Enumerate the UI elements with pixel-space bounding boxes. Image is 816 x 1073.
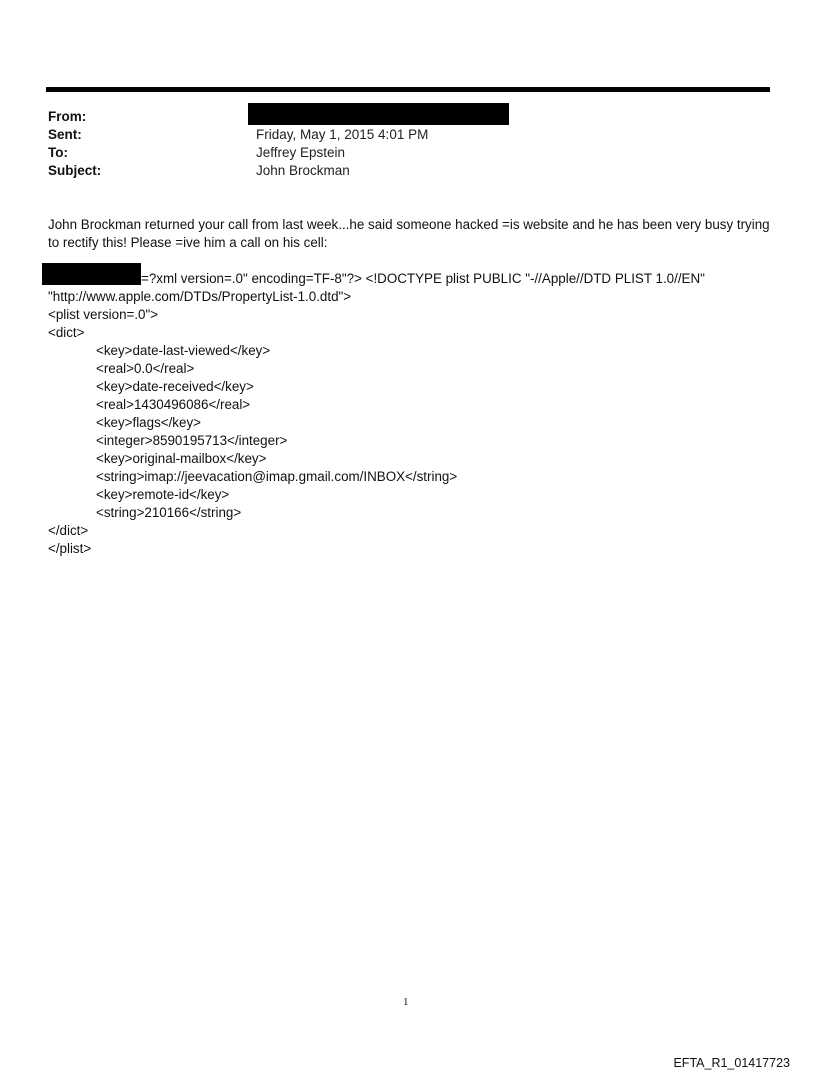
xml-plist-open: <plist version=.0"> <box>48 307 159 322</box>
sent-label: Sent: <box>48 127 82 142</box>
subject-value: John Brockman <box>256 163 350 178</box>
document-id: EFTA_R1_01417723 <box>673 1056 790 1070</box>
xml-plist-close: </plist> <box>48 541 92 556</box>
xml-item: <string>210166</string> <box>96 505 242 520</box>
xml-item: <integer>8590195713</integer> <box>96 433 288 448</box>
xml-doctype-url-line: "http://www.apple.com/DTDs/PropertyList-1.0.dtd"> <box>48 289 352 304</box>
xml-item: <key>date-last-viewed</key> <box>96 343 271 358</box>
xml-item: <key>flags</key> <box>96 415 201 430</box>
to-label: To: <box>48 145 68 160</box>
xml-item: <key>date-received</key> <box>96 379 254 394</box>
xml-item: <real>1430496086</real> <box>96 397 251 412</box>
xml-item: <key>original-mailbox</key> <box>96 451 267 466</box>
from-label: From: <box>48 109 87 124</box>
xml-item: <string>imap://jeevacation@imap.gmail.com/INBOX</string> <box>96 469 458 484</box>
top-rule <box>46 87 770 92</box>
page-number: 1 <box>403 996 409 1008</box>
to-value: Jeffrey Epstein <box>256 145 346 160</box>
from-redaction <box>248 103 509 125</box>
xml-item: <key>remote-id</key> <box>96 487 230 502</box>
phone-redaction <box>42 263 141 285</box>
xml-dict-open: <dict> <box>48 325 85 340</box>
xml-declaration-line: =?xml version=.0" encoding=TF-8"?> <!DOCTYPE plist PUBLIC "-//Apple//DTD PLIST 1.0//EN" <box>141 271 705 286</box>
subject-label: Subject: <box>48 163 102 178</box>
sent-value: Friday, May 1, 2015 4:01 PM <box>256 127 429 142</box>
body-paragraph-line-1: John Brockman returned your call from last week...he said someone hacked =is website and he has been very busy trying <box>48 217 770 232</box>
body-paragraph-line-2: to rectify this! Please =ive him a call on his cell: <box>48 235 328 250</box>
xml-dict-close: </dict> <box>48 523 89 538</box>
xml-item: <real>0.0</real> <box>96 361 195 376</box>
